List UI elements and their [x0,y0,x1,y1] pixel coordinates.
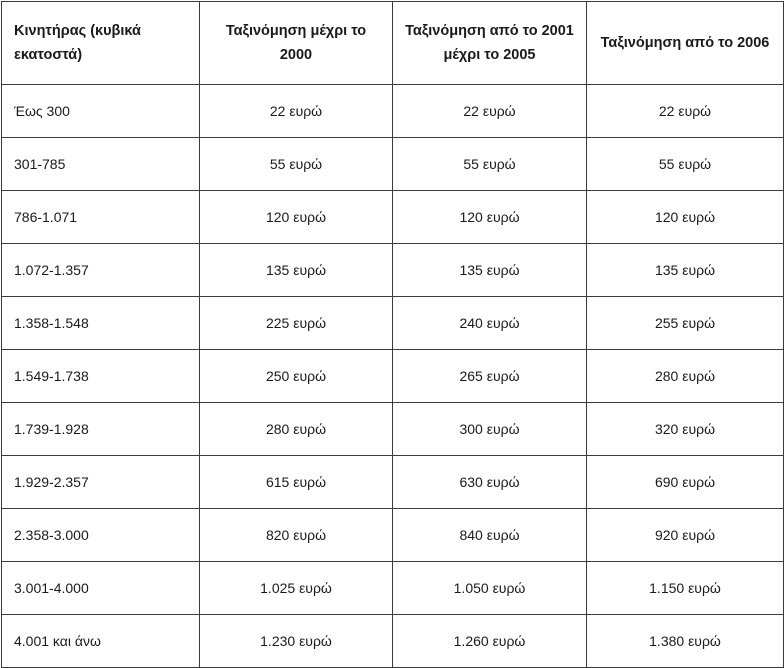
tax-until-2000-cell: 1.025 ευρώ [200,562,393,615]
header-engine-cc: Κινητήρας (κυβικά εκατοστά) [2,2,200,85]
tax-from-2006-cell: 255 ευρώ [587,297,784,350]
tax-from-2006-cell: 690 ευρώ [587,456,784,509]
tax-2001-2005-cell: 55 ευρώ [393,138,587,191]
tax-from-2006-cell: 920 ευρώ [587,509,784,562]
tax-until-2000-cell: 135 ευρώ [200,244,393,297]
table-row [2,350,784,403]
tax-from-2006-cell: 120 ευρώ [587,191,784,244]
tax-until-2000-cell: 250 ευρώ [200,350,393,403]
table-row [2,297,784,350]
tax-from-2006-cell: 280 ευρώ [587,350,784,403]
engine-cc-cell: 1.072-1.357 [2,244,200,297]
header-registration-until-2000: Ταξινόμηση μέχρι το 2000 [200,2,393,85]
table-row [2,456,784,509]
header-registration-from-2006: Ταξινόμηση από το 2006 [587,2,784,85]
tax-until-2000-cell: 1.230 ευρώ [200,615,393,668]
tax-until-2000-cell: 820 ευρώ [200,509,393,562]
engine-cc-cell: 301-785 [2,138,200,191]
table-header [2,2,784,85]
engine-cc-cell: 786-1.071 [2,191,200,244]
engine-cc-cell: 3.001-4.000 [2,562,200,615]
engine-cc-cell: Έως 300 [2,85,200,138]
tax-until-2000-cell: 615 ευρώ [200,456,393,509]
tax-from-2006-cell: 55 ευρώ [587,138,784,191]
engine-cc-cell: 2.358-3.000 [2,509,200,562]
circulation-tax-table [1,1,784,668]
table-row [2,562,784,615]
tax-from-2006-cell: 320 ευρώ [587,403,784,456]
tax-2001-2005-cell: 22 ευρώ [393,85,587,138]
table-row [2,244,784,297]
table-row [2,615,784,668]
tax-2001-2005-cell: 240 ευρώ [393,297,587,350]
tax-from-2006-cell: 1.380 ευρώ [587,615,784,668]
engine-cc-cell: 1.739-1.928 [2,403,200,456]
tax-2001-2005-cell: 135 ευρώ [393,244,587,297]
table-body [2,85,784,668]
header-row [2,2,784,85]
tax-until-2000-cell: 120 ευρώ [200,191,393,244]
tax-from-2006-cell: 135 ευρώ [587,244,784,297]
tax-2001-2005-cell: 630 ευρώ [393,456,587,509]
table-row [2,509,784,562]
tax-from-2006-cell: 1.150 ευρώ [587,562,784,615]
tax-until-2000-cell: 280 ευρώ [200,403,393,456]
tax-2001-2005-cell: 1.050 ευρώ [393,562,587,615]
header-registration-2001-2005: Ταξινόμηση από το 2001 μέχρι το 2005 [393,2,587,85]
tax-from-2006-cell: 22 ευρώ [587,85,784,138]
tax-until-2000-cell: 55 ευρώ [200,138,393,191]
tax-until-2000-cell: 22 ευρώ [200,85,393,138]
table-row [2,191,784,244]
tax-until-2000-cell: 225 ευρώ [200,297,393,350]
table-row [2,138,784,191]
engine-cc-cell: 4.001 και άνω [2,615,200,668]
tax-2001-2005-cell: 265 ευρώ [393,350,587,403]
table-row [2,403,784,456]
tax-2001-2005-cell: 840 ευρώ [393,509,587,562]
engine-cc-cell: 1.929-2.357 [2,456,200,509]
tax-2001-2005-cell: 300 ευρώ [393,403,587,456]
tax-2001-2005-cell: 120 ευρώ [393,191,587,244]
tax-2001-2005-cell: 1.260 ευρώ [393,615,587,668]
engine-cc-cell: 1.549-1.738 [2,350,200,403]
table-row [2,85,784,138]
engine-cc-cell: 1.358-1.548 [2,297,200,350]
